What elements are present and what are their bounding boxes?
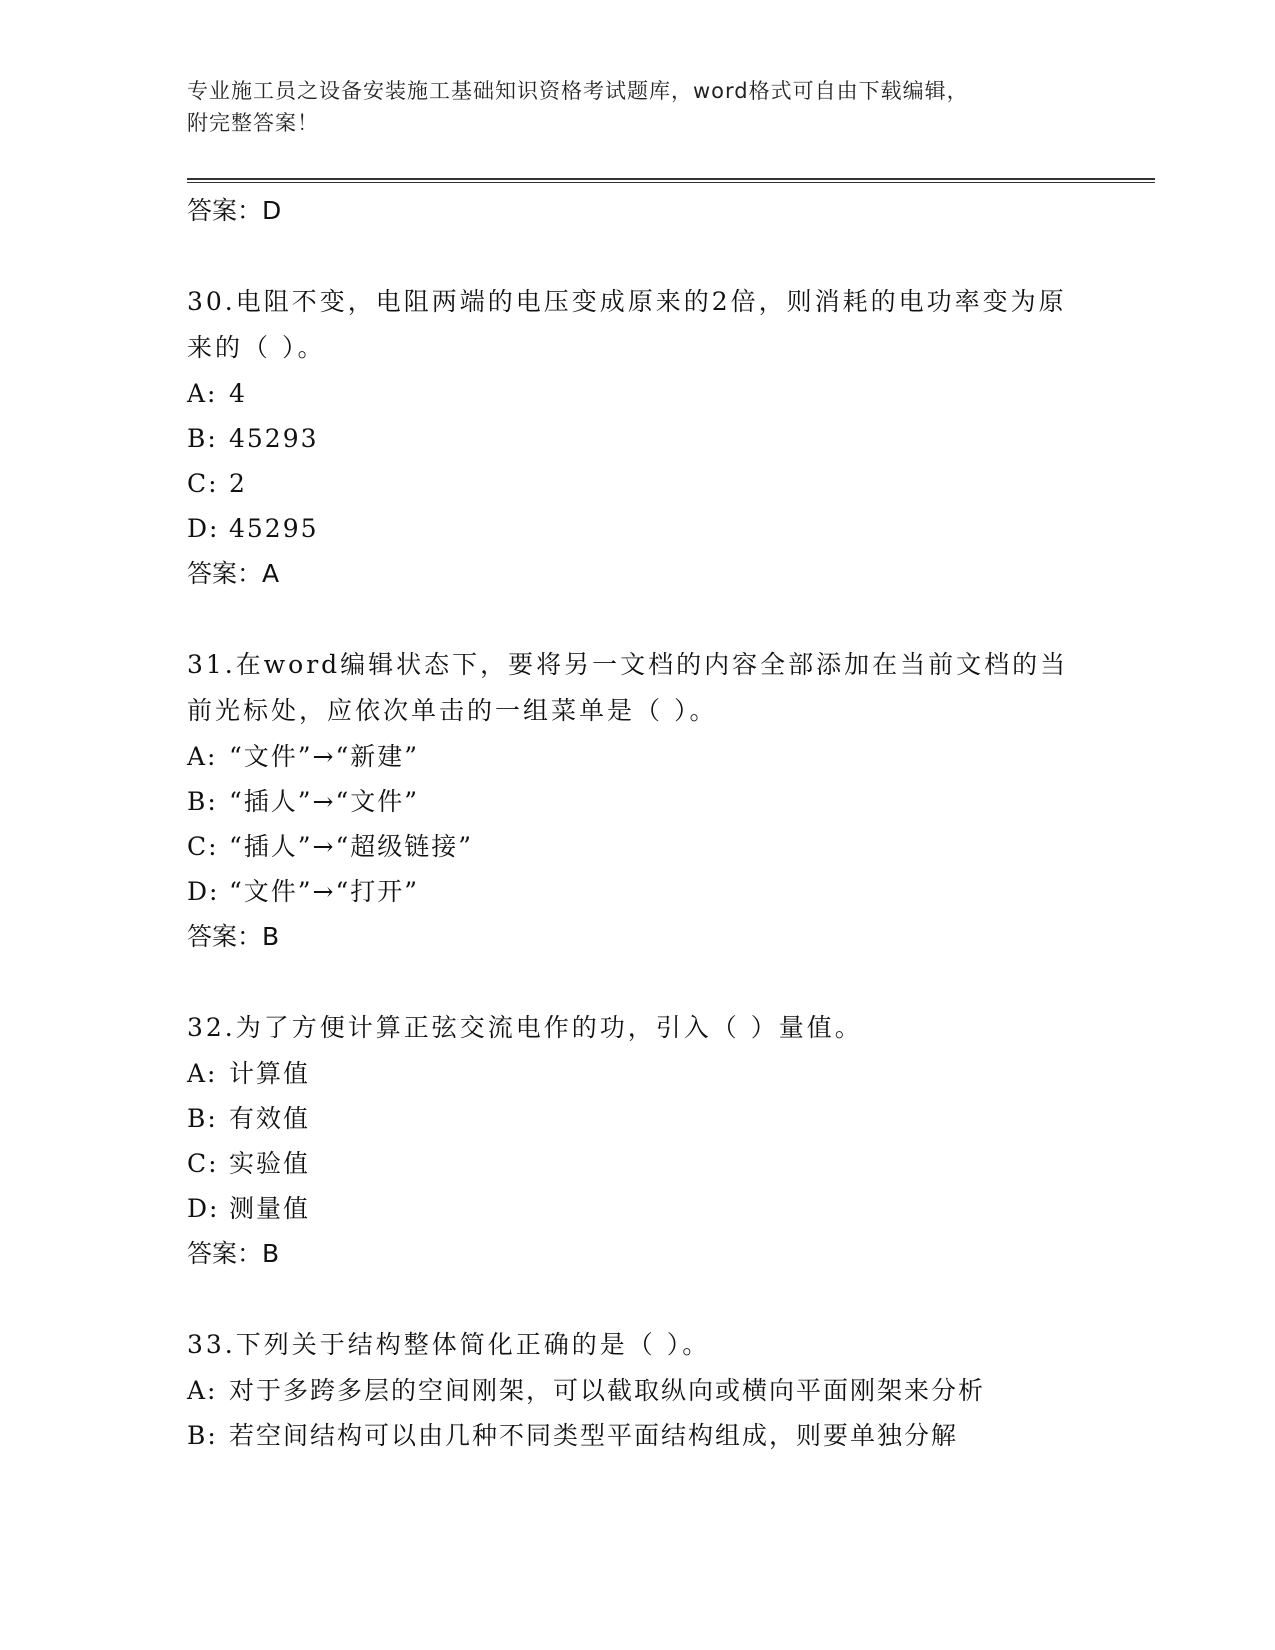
question-text xyxy=(187,1322,1087,1368)
document-body xyxy=(187,188,1155,1458)
option-d xyxy=(187,506,1155,551)
option-letter: C: xyxy=(187,469,219,498)
option-b xyxy=(187,1096,1155,1141)
option-letter: D: xyxy=(187,1194,220,1223)
option-b xyxy=(187,1413,1155,1458)
answer-line: 答案：D xyxy=(187,196,282,225)
option-text: 测量值 xyxy=(229,1194,311,1223)
header-line-1: 专业施工员之设备安装施工基础知识资格考试题库，word格式可自由下载编辑， xyxy=(187,79,969,103)
option-letter: C: xyxy=(187,1149,219,1178)
question-number: 30. xyxy=(187,287,236,316)
option-c xyxy=(187,461,1155,506)
option-text: 对于多跨多层的空间刚架，可以截取纵向或横向平面刚架来分析 xyxy=(229,1376,986,1405)
question-text xyxy=(187,279,1087,371)
option-c xyxy=(187,1141,1155,1186)
option-text: “插人”→“超级链接” xyxy=(229,832,474,861)
option-letter: A: xyxy=(187,379,218,408)
option-text: “文件”→“新建” xyxy=(229,742,420,771)
option-letter: B: xyxy=(187,424,218,453)
question-text xyxy=(187,642,1087,734)
question-body: 为了方便计算正弦交流电作的功，引入（ ）量值。 xyxy=(235,1013,863,1042)
option-d xyxy=(187,869,1155,914)
option-d xyxy=(187,1186,1155,1231)
option-a xyxy=(187,734,1155,779)
question-30 xyxy=(187,279,1155,597)
option-text: 45293 xyxy=(229,424,319,453)
option-letter: B: xyxy=(187,1421,218,1450)
option-text: 2 xyxy=(229,469,247,498)
option-letter: D: xyxy=(187,514,220,543)
option-text: 有效值 xyxy=(229,1104,311,1133)
option-b xyxy=(187,779,1155,824)
question-32 xyxy=(187,1005,1155,1277)
option-text: “插人”→“文件” xyxy=(229,787,420,816)
question-text xyxy=(187,1005,1087,1051)
header-line-2: 附完整答案！ xyxy=(187,111,319,135)
option-a xyxy=(187,1368,1155,1413)
option-letter: D: xyxy=(187,877,220,906)
option-text: “文件”→“打开” xyxy=(229,877,420,906)
answer-line: 答案：B xyxy=(187,922,280,951)
question-31 xyxy=(187,642,1155,960)
question-body: 电阻不变，电阻两端的电压变成原来的2倍，则消耗的电功率变为原来的（ ）。 xyxy=(187,287,1067,362)
option-letter: A: xyxy=(187,1059,218,1088)
question-body: 下列关于结构整体简化正确的是（ ）。 xyxy=(235,1330,711,1359)
question-number: 32. xyxy=(187,1013,236,1042)
option-text: 45295 xyxy=(229,514,319,543)
page-header xyxy=(187,75,1067,139)
question-body: 在word编辑状态下，要将另一文档的内容全部添加在当前文档的当前光标处，应依次单击的一组菜单是（ ）。 xyxy=(187,650,1069,725)
option-b xyxy=(187,416,1155,461)
question-33 xyxy=(187,1322,1155,1458)
option-text: 计算值 xyxy=(229,1059,311,1088)
document-page xyxy=(187,0,1155,1650)
option-letter: B: xyxy=(187,1104,218,1133)
question-number: 33. xyxy=(187,1330,236,1359)
option-letter: B: xyxy=(187,787,218,816)
option-letter: A: xyxy=(187,742,218,771)
question-number: 31. xyxy=(187,650,236,679)
header-divider xyxy=(187,178,1155,183)
option-c xyxy=(187,824,1155,869)
answer-line: 答案：A xyxy=(187,559,280,588)
option-text: 实验值 xyxy=(229,1149,311,1178)
option-text: 若空间结构可以由几种不同类型平面结构组成，则要单独分解 xyxy=(229,1421,959,1450)
option-letter: A: xyxy=(187,1376,218,1405)
option-a xyxy=(187,1051,1155,1096)
option-a xyxy=(187,371,1155,416)
option-text: 4 xyxy=(229,379,247,408)
option-letter: C: xyxy=(187,832,219,861)
answer-line: 答案：B xyxy=(187,1239,280,1268)
